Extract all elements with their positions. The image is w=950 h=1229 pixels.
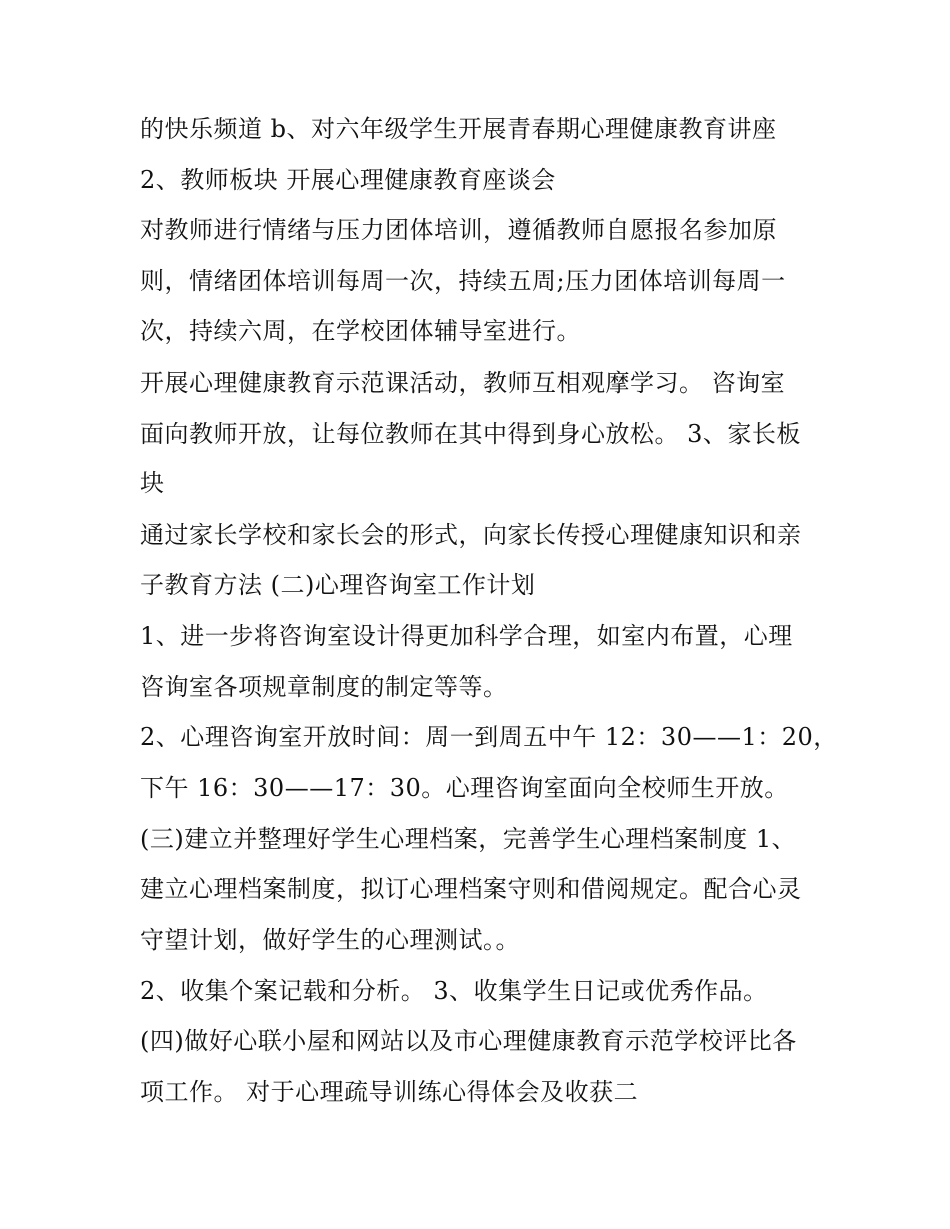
text-line: 2、收集个案记载和分析。 3、收集学生日记或优秀作品。 <box>140 977 768 1005</box>
text-line: 通过家长学校和家长会的形式，向家长传授心理健康知识和亲 <box>140 521 802 549</box>
text-line: 的快乐频道 b、对六年级学生开展青春期心理健康教育讲座 <box>140 115 777 143</box>
text-line: 下午 16：30——17：30。心理咨询室面向全校师生开放。 <box>140 774 789 802</box>
text-line: 项工作。 对于心理疏导训练心得体会及收获二 <box>140 1078 639 1106</box>
text-line: 开展心理健康教育示范课活动，教师互相观摩学习。 咨询室 <box>140 369 786 397</box>
text-line: 对教师进行情绪与压力团体培训，遵循教师自愿报名参加原 <box>140 216 777 244</box>
text-line: (四)做好心联小屋和网站以及市心理健康教育示范学校评比各 <box>140 1027 797 1055</box>
text-line: 子教育方法 (二)心理咨询室工作计划 <box>140 571 536 599</box>
text-line: 咨询室各项规章制度的制定等等。 <box>140 673 508 701</box>
text-line: 2、教师板块 开展心理健康教育座谈会 <box>140 166 556 194</box>
text-line: (三)建立并整理好学生心理档案，完善学生心理档案制度 1、 <box>140 825 797 853</box>
text-line: 面向教师开放，让每位教师在其中得到身心放松。 3、家长板 <box>140 420 801 448</box>
text-line: 则，情绪团体培训每周一次，持续五周;压力团体培训每周一 <box>140 267 786 295</box>
text-line: 2、心理咨询室开放时间：周一到周五中午 12：30——1：20， <box>140 723 838 751</box>
text-line: 块 <box>140 469 165 497</box>
text-line: 建立心理档案制度，拟订心理档案守则和借阅规定。配合心灵 <box>140 875 802 903</box>
text-line: 1、进一步将咨询室设计得更加科学合理，如室内布置，心理 <box>140 622 793 650</box>
text-line: 守望计划，做好学生的心理测试。。 <box>140 926 520 954</box>
text-line: 次，持续六周，在学校团体辅导室进行。 <box>140 317 581 345</box>
